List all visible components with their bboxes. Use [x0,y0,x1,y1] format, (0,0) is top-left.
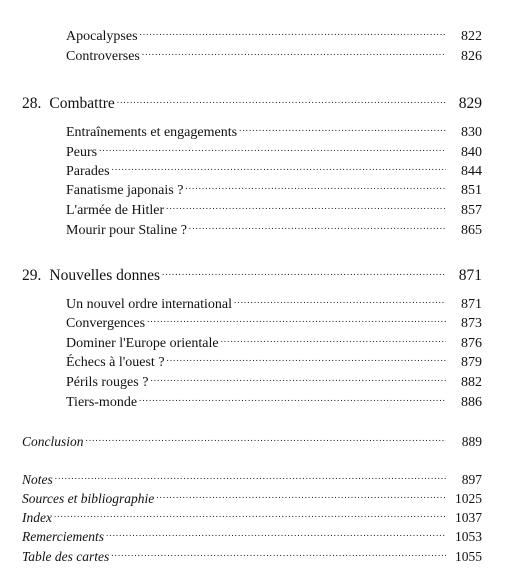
toc-entry [66,138,482,160]
toc-entry-page: 897 [461,472,482,487]
toc-entry-page: 889 [461,434,482,449]
dot-leader [112,157,446,175]
toc-entry-page: 882 [461,375,482,390]
toc-entry [66,42,482,64]
toc-entry-page: 886 [461,395,482,410]
toc-entry-page: 865 [461,223,482,238]
toc-back-entry [22,466,482,487]
toc-entry-page: 826 [461,49,482,64]
dot-leader [140,22,446,40]
toc-entry [66,157,482,179]
toc-entry-label: Parades [66,164,110,179]
toc-entry-label: Notes [22,472,53,487]
toc-back-entry [22,523,482,544]
toc-entry-label: Périls rouges ? [66,375,149,390]
dot-leader [55,466,446,484]
toc-entry-label: Un nouvel ordre international [66,297,233,312]
toc-entry-page: 1053 [455,529,482,544]
toc-entry-page: 1037 [455,510,482,525]
toc-entry-label: Peurs [66,145,98,160]
dot-leader [156,485,446,503]
toc-back-entry [22,504,482,525]
toc-back-entry [22,485,482,506]
toc-entry-label: Table des cartes [22,549,110,564]
toc-entry [66,118,482,140]
toc-entry [66,329,482,351]
toc-entry-label: Index [22,510,52,525]
dot-leader [99,138,446,156]
toc-entry-page: 840 [461,145,482,160]
toc-entry-page: 871 [461,297,482,312]
chapter-title: Combattre [49,95,115,112]
toc-entry-label: Convergences [66,316,146,331]
dot-leader [234,290,446,308]
toc-entry-label: L'armée de Hitler [66,203,165,218]
dot-leader [111,543,446,561]
dot-leader [162,262,446,280]
toc-entry [66,388,482,410]
dot-leader [167,348,446,366]
toc-entry [66,368,482,390]
toc-entry [66,290,482,312]
toc-entry [66,176,482,198]
toc-chapter-page: 871 [458,267,482,284]
dot-leader [239,118,446,136]
toc-entry [66,22,482,44]
chapter-title: Nouvelles donnes [49,267,161,284]
toc-entry-label: Fanatisme japonais ? [66,183,184,198]
toc-entry-page: 876 [461,336,482,351]
toc-entry [66,216,482,238]
toc-entry-page: 830 [461,125,482,140]
toc-entry-label: Mourir pour Staline ? [66,223,187,238]
dot-leader [142,42,446,60]
toc-entry-label: Entraînements et engagements [66,125,238,140]
dot-leader [54,504,446,522]
dot-leader [189,216,446,234]
dot-leader [139,388,446,406]
dot-leader [185,176,446,194]
toc-entry-page: 857 [461,203,482,218]
toc-chapter-label [22,95,116,113]
toc-entry-page: 1055 [455,549,482,564]
chapter-number: 29. [22,267,42,284]
toc-chapter [22,262,482,284]
toc-entry-page: 873 [461,316,482,331]
toc-entry-label: Sources et bibliographie [22,491,155,506]
dot-leader [166,196,446,214]
dot-leader [117,90,446,108]
toc-conclusion [22,428,482,449]
toc-entry-label: Dominer l'Europe orientale [66,336,219,351]
toc-entry [66,348,482,370]
toc-entry-page: 822 [461,29,482,44]
toc-entry-label: Apocalypses [66,29,138,44]
toc-back-entry [22,543,482,564]
toc-entry-label: Remerciements [22,529,104,544]
toc-entry [66,196,482,218]
toc-entry-page: 851 [461,183,482,198]
toc-entry-page: 1025 [455,491,482,506]
dot-leader [147,309,446,327]
toc-entry-page: 844 [461,164,482,179]
dot-leader [86,428,446,446]
toc-entry-page: 879 [461,355,482,370]
toc-chapter [22,90,482,112]
toc-entry-label: Conclusion [22,434,84,449]
toc-entry [66,309,482,331]
toc-chapter-page: 829 [458,95,482,112]
dot-leader [221,329,446,347]
toc-entry-label: Controverses [66,49,140,64]
toc-entry-label: Tiers-monde [66,395,138,410]
dot-leader [106,523,446,541]
toc-entry-label: Échecs à l'ouest ? [66,355,165,370]
toc-chapter-label [22,267,161,285]
dot-leader [150,368,446,386]
chapter-number: 28. [22,95,42,112]
